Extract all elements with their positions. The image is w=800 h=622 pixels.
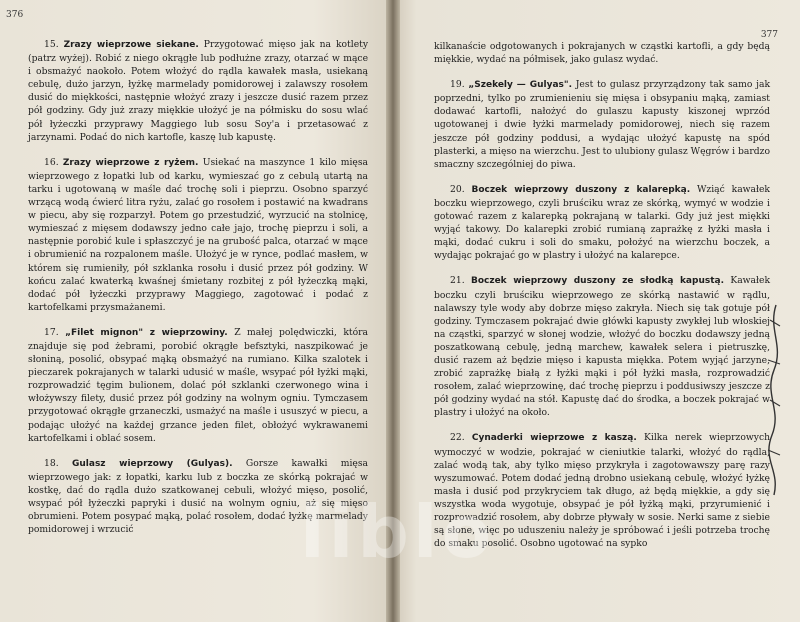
recipe-number: 16. [44,156,59,168]
recipe-title: „Filet mignon" z wieprzowiny. [65,327,228,338]
recipe-title: Boczek wieprzowy duszony ze słodką kapustą. [470,276,725,287]
recipe-number: 21. [450,275,465,287]
continuation-text: kilkanaście odgotowanych i pokrajanych w cząstki kartofli, a gdy będą miękkie, wydać na półmisek, jako gulasz wydać. [434,41,770,66]
recipe-21 [434,274,770,419]
recipe-title: Boczek wieprzowy duszony z kalarepką. [471,184,691,195]
recipe-body: Z małej polędwiczki, która znajduje się pod żebrami, porobić okrągłe befsztyki, naszpikować je słoniną, posolić, obsypać mąką obsmażyć na rumiano. Kilka szalotek i pieczarek pokrajanych w talarki udusić w maśle, wsypać pół łyżki mąki, rozprowadzić tęgim bulionem, dolać pół szklanki czerwonego wina i włożywszy filety, dusić przez pół godziny na wolnym ogniu. Tymczasem przygotować okrągłe grzaneczki, usmażyć na maśle i ususzyć w piecu, a podając ułożyć na każdej grzance jeden filet, obłożyć wykrawanemi kartofelkami i oblać sosem. [28,326,369,444]
recipe-16 [28,156,368,314]
recipe-15 [28,38,368,144]
left-page-text [28,38,368,536]
watermark: liblo [300,490,496,574]
recipe-number: 19. [450,79,465,91]
recipe-number: 22. [450,432,465,444]
right-page-text [434,40,770,550]
recipe-title: Zrazy wieprzowe siekane. [63,40,199,50]
recipe-number: 15. [44,39,59,50]
recipe-20 [434,183,770,263]
recipe-body: Kilka nerek wieprzowych wymoczyć w wodzie, pokrajać w cieniutkie talarki, włożyć do rądla, zalać wodą tak, aby tylko mięso przykryła i zagotowawszy parę razy wyszumować. Potem dodać jedną drobno usiekaną cebulę, włożyć łyżkę masła i dusić pod przykryciem tak długo, aż będą miękkie, a gdy się wszystka woda wygotuje, obsypać je pół łyżką mąki, przyrumienić i rozprowadzić rosołem, aby dobrze pływały w sosie. Nerki same z siebie są słone, więc po uduszeniu należy je spróbować i jeśli potrzeba trochę do smaku posolić. Osobno ugotować na sypko [434,432,771,550]
recipe-body: Usiekać na maszynce 1 kilo mięsa wieprzowego z łopatki lub od karku, wymieszać go z cebulą utartą na tarku i ugotowaną w maśle dać trochę soli i pieprzu. Osobno sparzyć wrzącą wodą ćwierć litra ryżu, zalać go rosołem i postawić na kwadrans w piecu, aby się rozparzył. Potem go przestudzić, wyrzucić na stolnicę, wymieszać z mięsem dodawszy jedno całe jajo, trochę pieprzu i soli, a następnie porobić kule i spłaszczyć je na grubość palca, otarzać w mące i obrumienić na rozpalonem maśle. Ułożyć je w rynce, podlać masłem, w którem się rumieniły, pół szklanka rosołu i dusić przez pół godziny. W końcu zalać kwaterką kwaśnej śmietany rozbitej z pół łyżeczką mąki, dodać pół łyżeczki przyprawy Maggiego, zagotować i podać z kartofelkami przysmażanemi. [28,156,369,313]
recipe-body: Gorsze kawałki mięsa wieprzowego jak: z łopatki, karku lub z boczka ze skórką pokrajać w kostkę, dać do rądla dużo szatkowanej cebuli, włożyć mięso, posolić, wsypać pół łyżeczki papryki i dusić na wolnym ogniu, aż się mięso obrumieni. Potem posypać mąką, polać rosołem, dodać łyżkę marmelady pomidorowej i wrzucić [28,457,369,536]
recipe-17 [28,326,368,445]
recipe-number: 18. [44,457,59,469]
recipe-body: Wziąć kawałek boczku wieprzowego, czyli bruściku wraz ze skórką, wymyć w wodzie i gotować razem z kalarepką pokrajaną w talarki. Gdy już jest miękki wyjąć takowy. Do kalarepki zrobić rumianą zaprażkę z łyżki masła i mąki, dodać cukru i soli do smaku, położyć na wierzchu boczek, a wydając pokrajać go w plastry i ułożyć na kalarepce. [434,183,770,262]
recipe-title: „Szekely — Gulyas". [468,80,573,91]
page-number-right: 377 [760,30,778,40]
recipe-body: Kawałek boczku czyli bruściku wieprzowego ze skórką nastawić w rądlu, nalawszy tyle wody aby dobrze mięso zakryła. Niech się tak gotuje pół godziny. Tymczasem pokrajać dwie główki kapusty zwykłej lub włoskiej na cząstki, sparzyć w słonej wodzie, włożyć do boczku dodawszy jedną poszatkowaną cebulę, jedną marchew, kawałek selera i pietruszkę, dusić razem aż będzie mięso i kapusta miękka. Potem wyjąć jarzyne, zrobić zaprażkę białą z łyżki mąki i pół łyżki masła, rozprowadzić rosołem, zalać wieprzowinę, dać trochę pieprzu i poddusiwszy jeszcze z pół godziny wydać na stół. Kapustę dać do środka, a boczek pokrajać w plastry i ułożyć na około. [434,275,771,419]
handwritten-note [756,300,796,500]
recipe-title: Zrazy wieprzowe z ryżem. [62,157,199,168]
page-number-left: 376 [6,10,24,20]
recipe-title: Gulasz wieprzowy (Gulyas). [72,458,233,469]
recipe-body: Przygotować mięso jak na kotlety (patrz wyżej). Robić z niego okrągłe lub podłużne zrazy, otarzać w mące i obsmażyć naokoło. Potem włożyć do rądla kawałek masła, usiekaną cebulę, dużo jarzyn, łyżkę marmelady pomidorowej i zalawszy rosołem dusić do miękkości, następnie włożyć zrazy i jeszcze dusić razem przez pół godziny. Gdy już zrazy miękkie ułożyć je na półmisku do sosu wlać pół łyżeczki przyprawy Maggiego lub sosu Soy'a i przetasować z jarzynami. Podać do nich kartofle, kaszę lub kapustę. [28,39,369,143]
recipe-body: Jest to gulasz przyrządzony tak samo jak poprzedni, tylko po zrumienieniu się mięsa i obsypaniu mąką, zamiast dodawać kartofli, nałożyć do gulaszu kapusty kiszonej wprzód ugotowanej i dwie łyżki marmelady pomidorowej, niech się razem jeszcze pół godziny poddusi, a wydając ułożyć kapustę na spód plasterki, a mięso na wierzchu. Jest to ulubiony gulasz Węgrów i bardzo smaczny szczególniej do piwa. [434,79,771,170]
recipe-19 [434,78,770,171]
recipe-number: 17. [44,326,59,338]
recipe-title: Cynaderki wieprzowe z kaszą. [471,433,637,444]
recipe-number: 20. [450,183,465,195]
